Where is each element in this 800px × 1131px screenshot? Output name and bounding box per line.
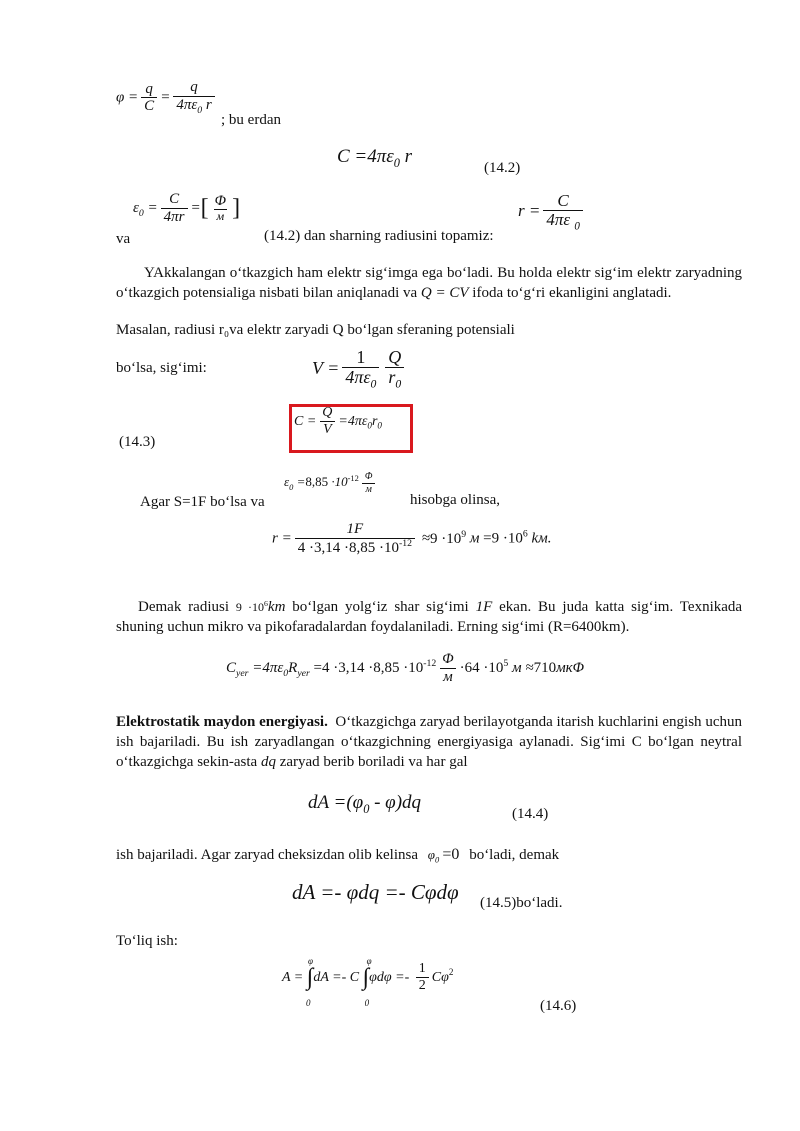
boisa-sigimi: bo‘lsa, sig‘imi: [116, 360, 207, 376]
formula-work-element: dA $=(\varphi_0 - \varphi)dq$ [308, 792, 422, 816]
paragraph-example: Masalan, radiusi r₀va elektr zaryadi Q bo‘lgan sferaning potensiali [116, 322, 515, 338]
formula-work-differential: dA =- φdq =- Cφdφ [292, 880, 459, 904]
equation-number-14-5: (14.5)bo‘ladi. [480, 895, 563, 911]
formula-epsilon: $\varepsilon_0$ = $\frac{C}{4\pi r}$ =[ $\frac{\Phi}{м}$ ] [133, 191, 241, 225]
equation-number-14-4: (14.4) [512, 806, 549, 822]
formula-suffix: ; bu erdan [221, 112, 281, 128]
section-heading: Elektrostatik maydon energiyasi. [116, 714, 328, 730]
agar-text: Agar S=1F bo‘lsa va [140, 494, 265, 510]
formula-potential-sphere: V = $\frac{1}{4\pi\varepsilon_0}$ $\frac{Q}{r_0}$ [312, 348, 407, 391]
formula-epsilon-value: $\varepsilon_0 =8,85 \cdot 10^{-12}$ $\frac{\Phi}{м}$ [284, 472, 379, 495]
formula-capacity-boxed: C = $\frac{Q}{V}$ $=4\pi\varepsilon_0r_0$ [294, 405, 382, 437]
sharning-text: (14.2) dan sharning radiusini topamiz: [264, 228, 494, 244]
hisobga-text: hisobga olinsa, [410, 492, 500, 508]
paragraph-demak: Demak radiusi $9 \cdot 10^6km$ bo‘lgan yolg‘iz shar sig‘imi 1F ekan. Bu juda katta sig‘im. Texnikada shuning uchun mikro va pikofaradalardan foydalaniladi. Erning sig‘imi (R=6400km). [116, 599, 743, 635]
formula-potential: φ = $\frac{q}{C}$ = $\frac{q}{4\pi\varepsilon_0 r}$ [116, 80, 218, 116]
formula-earth-capacity: $C_{yer} =4\pi\varepsilon_0R_{yer} =4 \cdot 3,14 \cdot 8,85 \cdot 10^{-12}$ $\frac{\Phi}{м}$ $\cdot 64 \cdot 10^5$ м ≈710мкΦ [226, 651, 585, 685]
toliq-ish: To‘liq ish: [116, 933, 178, 949]
equation-number-14-2: (14.2) [484, 160, 521, 176]
paragraph-isolated-conductor: YAkkalangan o‘tkazgich ham elektr sig‘imga ega bo‘ladi. Bu holda elektr sig‘im elektr zaryadning o‘tkazgich potensialiga nisbati bilan aniqlanadi va Q = CV ifoda to‘g‘ri ekanligini anglatadi. [116, 265, 742, 301]
formula-radius: r = $\frac{C}{4\pi\varepsilon _0}$ [518, 192, 586, 232]
paragraph-infinity: ish bajariladi. Agar zaryad cheksizdan olib kelinsa $\varphi_0 =0$ bo‘ladi, demak [116, 846, 560, 865]
formula-total-work: A = ∫ φ 0 dA =- C ∫ φ 0 φdφ =- $\frac{1}{2}$ $C\varphi^2$ [282, 955, 454, 1008]
formula-capacity-sphere: $C =4\pi\varepsilon_0$ r [337, 146, 413, 170]
equation-number-14-3: (14.3) [119, 434, 156, 450]
equation-number-14-6: (14.6) [540, 998, 577, 1014]
formula-radius-value: r = $\frac{1F}{4 \cdot 3,14 \cdot 8,85 \cdot 10^{-12}}$ $\approx 9 \cdot 10^9$ $м =9 \cdot 10^6$ kм. [272, 521, 552, 556]
va-text: va [116, 231, 131, 247]
paragraph-energy: Elektrostatik maydon energiyasi. O‘tkazgichga zaryad berilayotganda itarish kuchlarini engish uchun ish bajariladi. Bu ish zaryadlangan o‘tkazgichning energiyasiga aylanadi. Sig‘imi C bo‘lgan neytral o‘tkazgichga sekin-asta dq zaryad berib boriladi va har gal [116, 714, 742, 770]
